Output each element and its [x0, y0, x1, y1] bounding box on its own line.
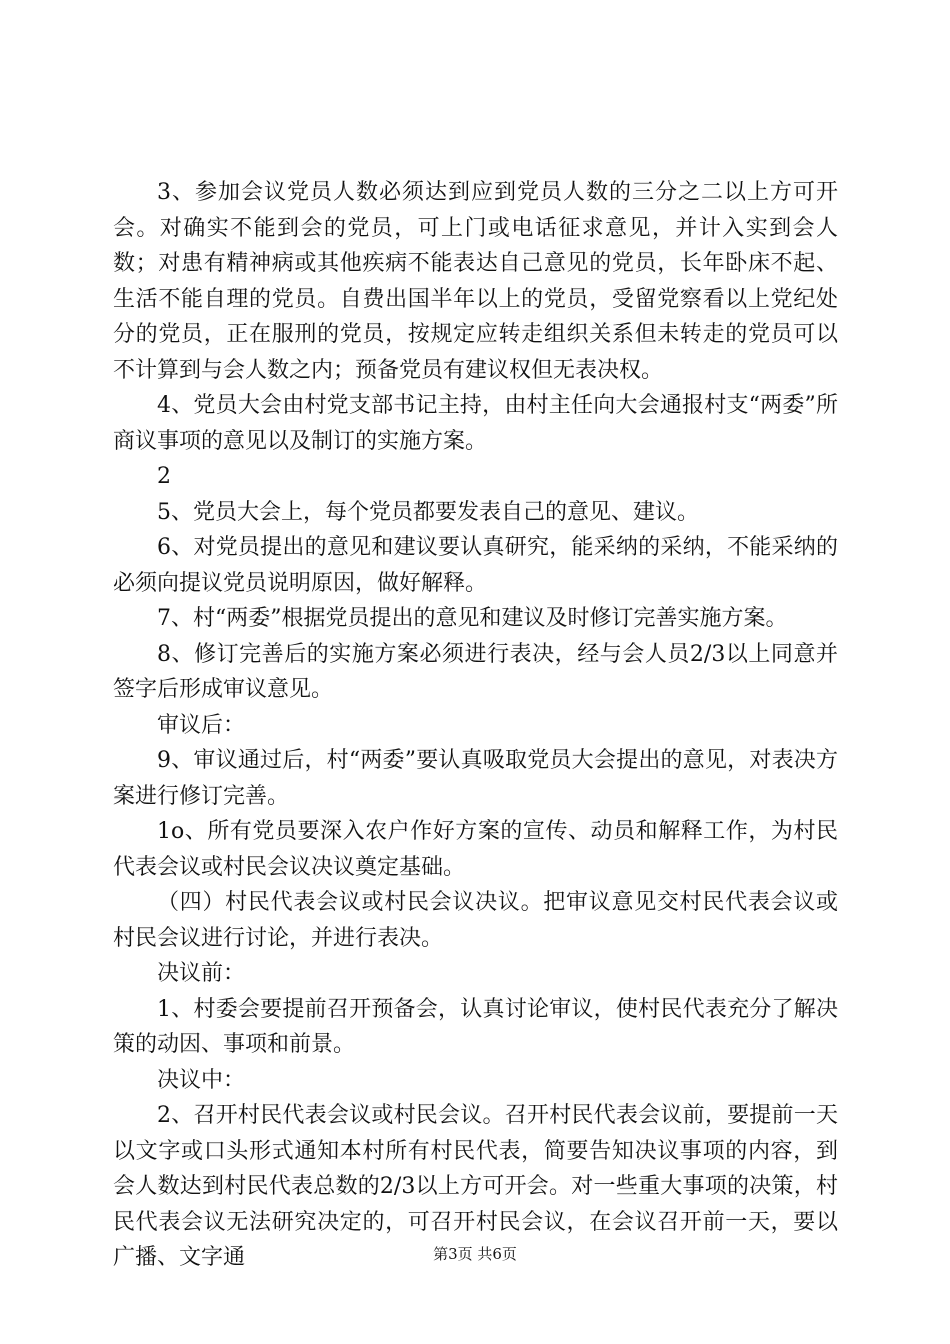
paragraph-item-10: 1o、所有党员要深入农户作好方案的宣传、动员和解释工作，为村民代表会议或村民会议决议奠定基础。	[113, 819, 838, 880]
stray-page-number: 2	[157, 464, 171, 489]
paragraph-item-6: 6、对党员提出的意见和建议要认真研究，能采纳的采纳，不能采纳的必须向提议党员说明原因，做好解释。	[113, 535, 838, 596]
section-label-before-resolution: 决议前：	[157, 961, 246, 986]
section-heading-resolution: （四）村民代表会议或村民会议决议。把审议意见交村民代表会议或村民会议进行讨论，并进行表决。	[113, 890, 838, 951]
paragraph-item-9: 9、审议通过后，村“两委”要认真吸取党员大会提出的意见，对表决方案进行修订完善。	[113, 748, 838, 809]
document-body	[113, 175, 838, 1276]
paragraph-item-8: 8、修订完善后的实施方案必须进行表决，经与会人员2/3以上同意并签字后形成审议意见。	[113, 641, 838, 702]
paragraph-item-4: 4、党员大会由村党支部书记主持，由村主任向大会通报村支“两委”所商议事项的意见以及制订的实施方案。	[113, 393, 838, 454]
section-label-after-review: 审议后：	[157, 712, 246, 738]
paragraph-resolution-item-2: 2、召开村民代表会议或村民会议。召开村民代表会议前，要提前一天以文字或口头形式通知本村所有村民代表，简要告知决议事项的内容，到会人数达到村民代表总数的2/3以上方可开会。对一些重大事项的决策，村民代表会议无法研究决定的，可召开村民会议，在会议召开前一天，要以广播、文字通	[113, 1103, 838, 1270]
paragraph-item-7: 7、村“两委”根据党员提出的意见和建议及时修订完善实施方案。	[157, 606, 788, 631]
page-footer	[0, 1243, 950, 1264]
paragraph-item-3: 3、参加会议党员人数必须达到应到党员人数的三分之二以上方可开会。对确实不能到会的党员，可上门或电话征求意见，并计入实到会人数；对患有精神病或其他疾病不能表达自己意见的党员，长年卧床不起、生活不能自理的党员。自费出国半年以上的党员，受留党察看以上党纪处分的党员，正在服刑的党员，按规定应转走组织关系但未转走的党员可以不计算到与会人数之内；预备党员有建议权但无表决权。	[113, 180, 838, 383]
page-number-label: 第3页 共6页	[433, 1245, 517, 1263]
section-label-during-resolution: 决议中：	[157, 1067, 246, 1093]
paragraph-resolution-item-1: 1、村委会要提前召开预备会，认真讨论审议，使村民代表充分了解决策的动因、事项和前景。	[113, 996, 838, 1057]
paragraph-item-5: 5、党员大会上，每个党员都要发表自己的意见、建议。	[157, 499, 699, 525]
